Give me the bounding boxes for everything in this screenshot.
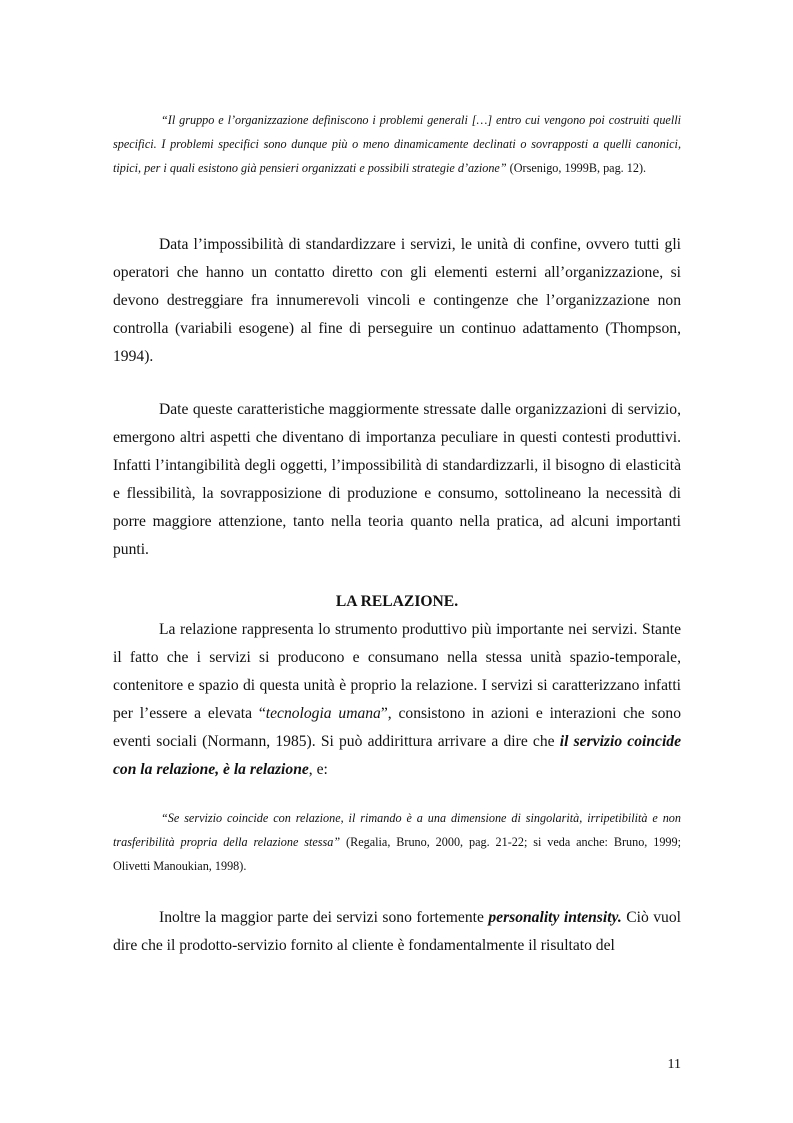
personality-emphasis: personality intensity. [488, 909, 622, 926]
relation-text-part2: ”, consistono in azioni e interazioni che sono eventi sociali (Normann, 1985). Si può addirittura arrivare a dire che [113, 705, 681, 750]
relation-text-part1: La relazione rappresenta lo strumento produttivo più importante nei servizi. Stante il fatto che i servizi si producono e consumano nella stessa unità spazio-temporale, contenitore e spazio di questa unità è proprio la relazione. I servizi si caratterizzano infatti per l’essere a elevata “ [113, 621, 681, 722]
quote-citation: (Orsenigo, 1999B, pag. 12). [506, 161, 647, 175]
paragraph-boundary-units: Data l’impossibilità di standardizzare i servizi, le unità di confine, ovvero tutti gli operatori che hanno un contatto diretto con gli elementi esterni all’organizzazione, si devono destreggiare fra innumerevoli vincoli e contingenze che l’organizzazione non controlla (variabili esogene) al fine di perseguire un continuo adattamento (Thompson, 1994). [113, 236, 681, 365]
relation-italic-term: tecnologia umana [265, 705, 381, 722]
personality-text-part1: Inoltre la maggior parte dei servizi sono fortemente [159, 909, 489, 926]
paragraph-personality-intensity [113, 904, 681, 960]
relation-emphasis: il servizio coincide con la relazione, è la relazione [113, 733, 681, 778]
quote-citation: (Regalia, Bruno, 2000, pag. 21-22; si veda anche: Bruno, 1999; Olivetti Manoukian, 1998). [113, 835, 681, 873]
section-heading: LA RELAZIONE. [335, 593, 459, 610]
paragraph-relation [113, 616, 681, 784]
block-quote-regalia [113, 806, 681, 878]
quote-text: “Se servizio coincide con relazione, il rimando è a una dimensione di singolarità, irripetibilità e non trasferibilità propria della relazione stessa” [113, 811, 681, 849]
block-quote-orsenigo [113, 108, 681, 180]
personality-text-part2: Ciò vuol dire che il prodotto-servizio fornito al cliente è fondamentalmente il risultato del [113, 909, 681, 954]
quote-text: “Il gruppo e l’organizzazione definiscono i problemi generali […] entro cui vengono poi costruiti quelli specifici. I problemi specifici sono dunque più o meno dinamicamente declinati o sovrapposti a quelli canonici, tipici, per i quali esistono già pensieri organizzati e possibili strategie d’azione” [113, 113, 681, 175]
relation-text-part3: , e: [308, 761, 328, 778]
page-number: 11 [667, 1057, 681, 1072]
paragraph-service-characteristics: Date queste caratteristiche maggiormente stressate dalle organizzazioni di servizio, emergono altri aspetti che diventano di importanza peculiare in questi contesti produttivi. Infatti l’intangibilità degli oggetti, l’impossibilità di standardizzarli, il bisogno di elasticità e flessibilità, la sovrapposizione di produzione e consumo, sottolineano la necessità di porre maggiore attenzione, tanto nella teoria quanto nella pratica, ad alcuni importanti punti. [113, 401, 681, 558]
